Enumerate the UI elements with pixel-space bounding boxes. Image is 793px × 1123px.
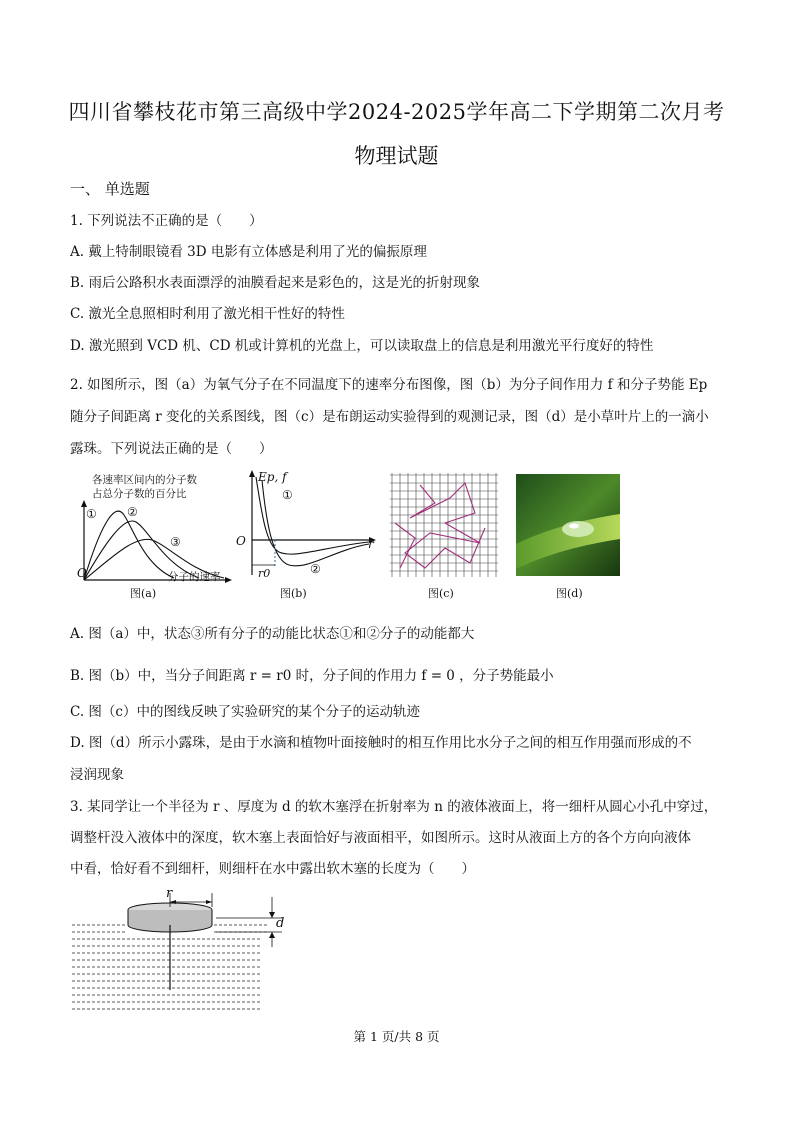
figure-b-r0: r0 (258, 567, 271, 580)
figure-q3-cork-rod (72, 885, 292, 1020)
q3-stem-line2: 调整杆没入液体中的深度，软木塞上表面恰好与液面相平，如图所示。这时从液面上方的各个方向向液体 (70, 830, 691, 846)
figure-a-marker-3: ③ (170, 535, 181, 549)
figure-a-ylabel-2: 占总分子数的百分比 (92, 488, 187, 500)
q2-option-c: C. 图（c）中的图线反映了实验研究的某个分子的运动轨迹 (70, 704, 420, 720)
figure-a-origin: O (77, 566, 87, 580)
figure-q3-thickness-label: d (276, 916, 285, 931)
figure-a-marker-1: ① (86, 507, 97, 521)
q2-stem-line2: 随分子间距离 r 变化的关系图线，图（c）是布朗运动实验得到的观测记录，图（d）是小草叶片上的一滴小 (70, 409, 709, 425)
figure-a-ylabel-1: 各速率区间内的分子数 (92, 474, 197, 486)
figure-a-marker-2: ② (127, 505, 138, 519)
figure-c-brownian-grid (390, 473, 498, 577)
q1-option-d: D. 激光照到 VCD 机、CD 机或计算机的光盘上，可以读取盘上的信息是利用激光平行度好的特性 (70, 338, 654, 354)
section-heading: 一、 单选题 (70, 180, 150, 198)
figure-b-origin: O (236, 534, 246, 548)
figure-c-caption: 图(c) (428, 587, 454, 600)
page-subtitle: 物理试题 (354, 144, 439, 168)
q2-option-d-line2: 浸润现象 (70, 767, 124, 783)
q3-stem-line3: 中看，恰好看不到细杆，则细杆在水中露出软木塞的长度为（ ） (70, 861, 475, 877)
page-title: 四川省攀枝花市第三高级中学2024-2025学年高二下学期第二次月考 (68, 100, 725, 124)
figure-d-dew-photo (516, 474, 620, 576)
q1-stem: 1. 下列说法不正确的是（ ） (70, 213, 263, 229)
q2-stem-line3: 露珠。下列说法正确的是（ ） (70, 441, 273, 457)
q1-option-a: A. 戴上特制眼镜看 3D 电影有立体感是利用了光的偏振原理 (70, 244, 427, 260)
figure-b-marker-2: ② (310, 562, 321, 576)
page-footer: 第 1 页/共 8 页 (353, 1029, 440, 1044)
figure-b-force-potential (234, 465, 379, 585)
figure-b-ylabel: Ep, f (258, 470, 287, 484)
q1-option-c: C. 激光全息照相时利用了激光相干性好的特性 (70, 306, 345, 322)
q2-stem-line1: 2. 如图所示，图（a）为氧气分子在不同温度下的速率分布图像，图（b）为分子间作用力 f 和分子势能 Ep (70, 377, 708, 393)
figure-a-xlabel: 分子的速率 (168, 571, 221, 583)
q2-option-d-line1: D. 图（d）所示小露珠，是由于水滴和植物叶面接触时的相互作用比水分子之间的相互作用强而形成的不 (70, 735, 692, 751)
figure-d-caption: 图(d) (556, 587, 583, 600)
figure-q3-radius-label: r (166, 886, 173, 901)
q3-stem-line1: 3. 某同学让一个半径为 r 、厚度为 d 的软木塞浮在折射率为 n 的液体液面上，将一细杆从圆心小孔中穿过， (70, 799, 718, 815)
q1-option-b: B. 雨后公路积水表面漂浮的油膜看起来是彩色的，这是光的折射现象 (70, 275, 481, 291)
q2-option-a: A. 图（a）中，状态③所有分子的动能比状态①和②分子的动能都大 (70, 626, 475, 642)
q2-option-b: B. 图（b）中，当分子间距离 r = r0 时，分子间的作用力 f = 0 ，分子势能最小 (70, 668, 554, 684)
figure-a-caption: 图(a) (130, 587, 157, 600)
figure-b-marker-1: ① (282, 488, 293, 502)
figure-b-caption: 图(b) (280, 587, 307, 600)
figure-b-xlabel: r (368, 537, 374, 551)
